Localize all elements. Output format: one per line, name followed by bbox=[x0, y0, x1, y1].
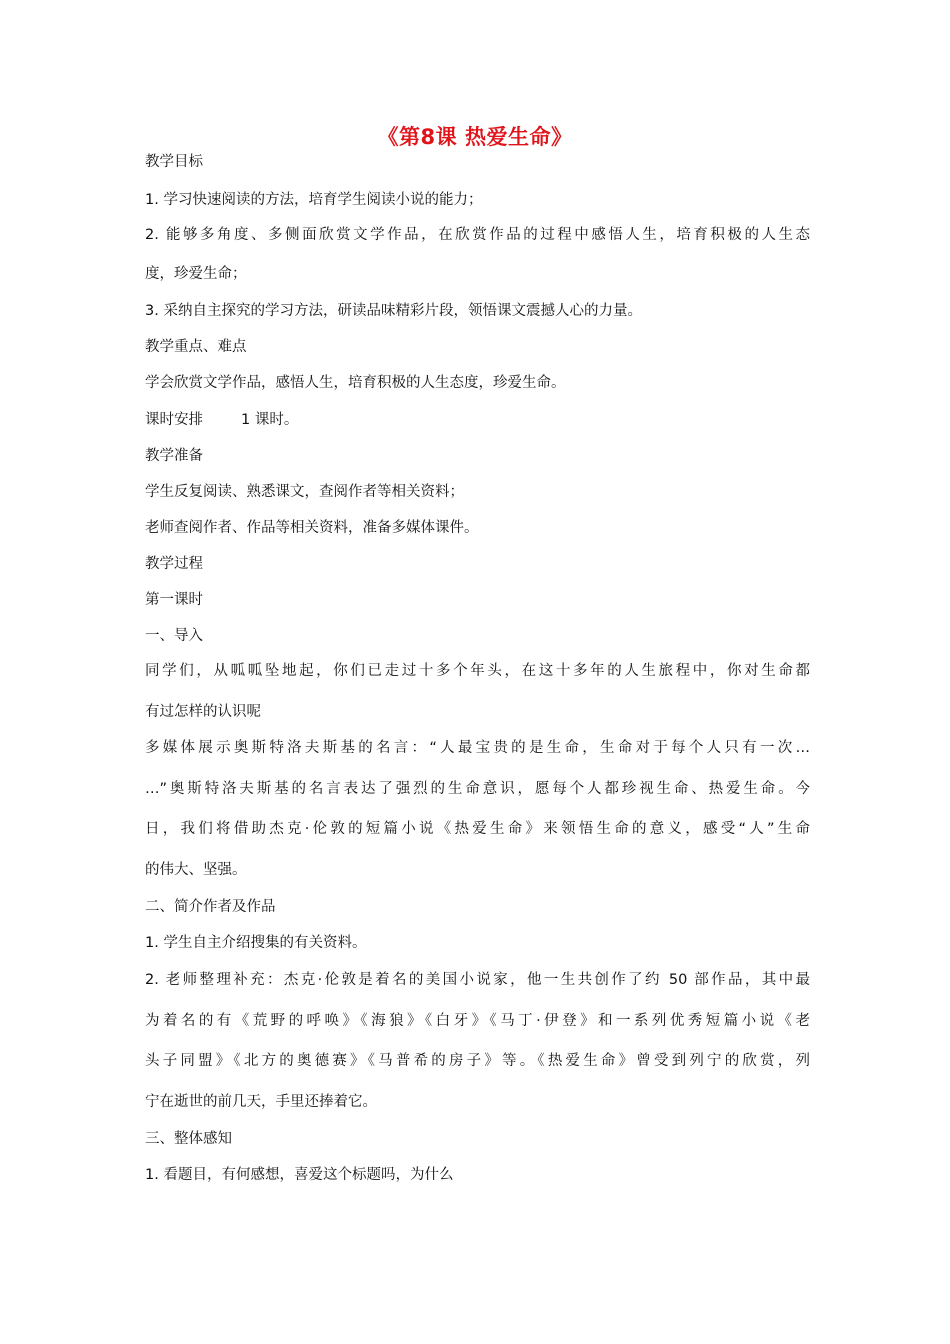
paragraph-line: 度，珍爱生命； bbox=[145, 266, 247, 282]
paragraph-line: 头子同盟》《北方的奥德赛》《马普希的房子》等。《热爱生命》曾受到列宁的欣赏，列 bbox=[145, 1053, 810, 1069]
paragraph-line: 学会欣赏文学作品，感悟人生，培育积极的人生态度，珍爱生命。 bbox=[145, 375, 566, 391]
section-heading-preparation: 教学准备 bbox=[145, 448, 203, 464]
paragraph-line: 2. 能够多角度、多侧面欣赏文学作品，在欣赏作品的过程中感悟人生，培育积极的人生态 bbox=[145, 227, 810, 243]
section-heading-objectives: 教学目标 bbox=[145, 154, 203, 170]
section-heading-intro: 一、导入 bbox=[145, 628, 203, 644]
document-title: 《第8课 热爱生命》 bbox=[377, 125, 573, 149]
paragraph-line: 有过怎样的认识呢 bbox=[145, 704, 261, 720]
paragraph-line: 多媒体展示奥斯特洛夫斯基的名言：“人最宝贵的是生命，生命对于每个人只有一次… bbox=[145, 740, 810, 756]
paragraph-line: 学生反复阅读、熟悉课文，查阅作者等相关资料； bbox=[145, 484, 464, 500]
section-heading-process: 教学过程 bbox=[145, 556, 203, 572]
section-heading-key-points: 教学重点、难点 bbox=[145, 339, 247, 355]
paragraph-line: 同学们，从呱呱坠地起，你们已走过十多个年头，在这十多年的人生旅程中，你对生命都 bbox=[145, 663, 810, 679]
paragraph-line: 为着名的有《荒野的呼唤》《海狼》《白牙》《马丁·伊登》和一系列优秀短篇小说《老 bbox=[145, 1013, 810, 1029]
paragraph-line: 3. 采纳自主探究的学习方法，研读品味精彩片段，领悟课文震撼人心的力量。 bbox=[145, 303, 642, 319]
section-heading-author: 二、简介作者及作品 bbox=[145, 899, 276, 915]
section-heading-overview: 三、整体感知 bbox=[145, 1131, 232, 1147]
schedule-value: 1 课时。 bbox=[241, 412, 299, 428]
paragraph-line: 日，我们将借助杰克·伦敦的短篇小说《热爱生命》来领悟生命的意义，感受“人”生命 bbox=[145, 821, 810, 837]
paragraph-line: 2. 老师整理补充：杰克·伦敦是着名的美国小说家，他一生共创作了约 50 部作品，其中最 bbox=[145, 972, 810, 988]
paragraph-line: 1. 看题目，有何感想，喜爱这个标题吗，为什么 bbox=[145, 1167, 454, 1183]
paragraph-line: 的伟大、坚强。 bbox=[145, 862, 247, 878]
schedule-label: 课时安排 bbox=[145, 412, 203, 428]
paragraph-line: 1. 学生自主介绍搜集的有关资料。 bbox=[145, 935, 367, 951]
section-heading-first-lesson: 第一课时 bbox=[145, 592, 203, 608]
paragraph-line: 1. 学习快速阅读的方法，培育学生阅读小说的能力； bbox=[145, 192, 483, 208]
paragraph-line: 宁在逝世的前几天，手里还捧着它。 bbox=[145, 1094, 377, 1110]
paragraph-line: 老师查阅作者、作品等相关资料，准备多媒体课件。 bbox=[145, 520, 479, 536]
paragraph-line: …”奥斯特洛夫斯基的名言表达了强烈的生命意识，愿每个人都珍视生命、热爱生命。今 bbox=[145, 781, 810, 797]
schedule-line bbox=[145, 409, 810, 431]
